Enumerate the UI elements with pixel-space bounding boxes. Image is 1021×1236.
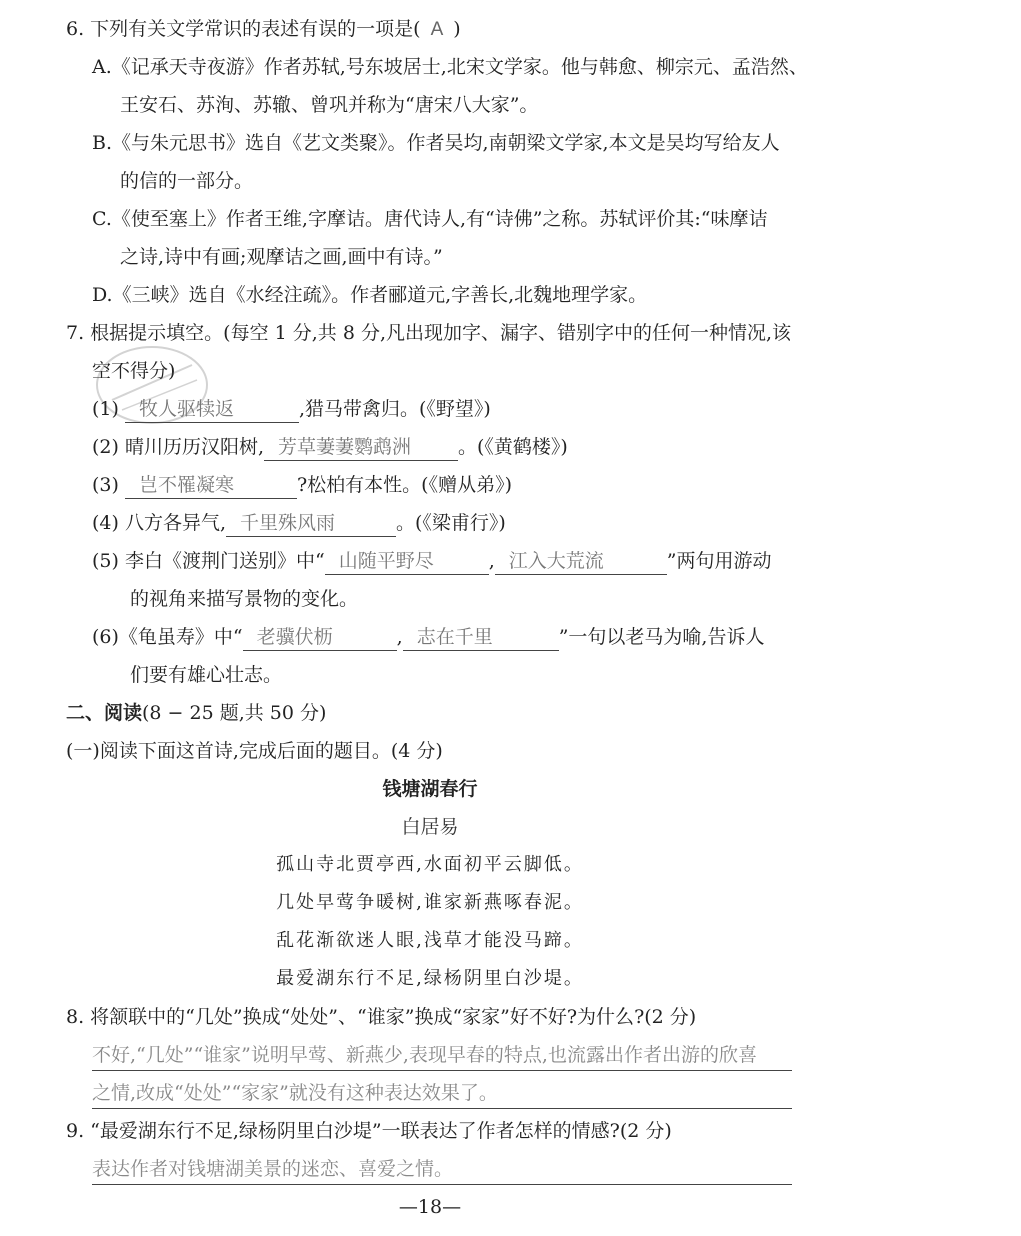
poem-line-2: 几处早莺争暖树,谁家新燕啄春泥。 bbox=[276, 892, 584, 913]
section-2-sub: (一)阅读下面这首诗,完成后面的题目。(4 分) bbox=[66, 740, 443, 762]
q6-option-a-line2: 王安石、苏洵、苏辙、曾巩并称为“唐宋八大家”。 bbox=[120, 94, 539, 116]
poem-line-4: 最爱湖东行不足,绿杨阴里白沙堤。 bbox=[276, 968, 584, 989]
q7-item-5-mid: , bbox=[488, 550, 495, 572]
section-2-heading bbox=[66, 698, 326, 728]
poem-line-1: 孤山寺北贾亭西,水面初平云脚低。 bbox=[276, 854, 584, 875]
q8-answer-line-2: 之情,改成“处处”“家家”就没有这种表达效果了。 bbox=[92, 1078, 792, 1109]
q7-stem-line1: 7. 根据提示填空。(每空 1 分,共 8 分,凡出现加字、漏字、错别字中的任何一种情况,该 bbox=[66, 322, 792, 344]
q7-item-2-before: 晴川历历汉阳树, bbox=[124, 436, 265, 458]
q6-answer: A bbox=[430, 19, 444, 40]
q7-item-5-num: (5) bbox=[92, 550, 119, 572]
q7-item-4-answer: 千里殊风雨 bbox=[226, 511, 396, 537]
q7-item-6-num: (6) bbox=[92, 626, 119, 648]
q7-stem-line2: 空不得分) bbox=[92, 360, 176, 382]
q7-item-1-after: ,猎马带禽归。(《野望》) bbox=[298, 398, 491, 420]
q7-item-6-line2: 们要有雄心壮志。 bbox=[130, 664, 283, 686]
q6-stem bbox=[66, 14, 461, 45]
q7-item-3-num: (3) bbox=[92, 474, 119, 496]
q7-item-2-answer: 芳草萋萋鹦鹉洲 bbox=[264, 435, 458, 461]
q7-item-6-after: ”一句以老马为喻,告诉人 bbox=[558, 626, 765, 648]
q7-item-5-before: 李白《渡荆门送别》中“ bbox=[124, 550, 325, 572]
q7-item-4 bbox=[92, 508, 506, 538]
q6-option-d-line1: D.《三峡》选自《水经注疏》。作者郦道元,字善长,北魏地理学家。 bbox=[92, 284, 648, 306]
poem-line-3: 乱花渐欲迷人眼,浅草才能没马蹄。 bbox=[276, 930, 584, 951]
q7-item-5-after: ”两句用游动 bbox=[666, 550, 772, 572]
q6-option-b-line1: B.《与朱元思书》选自《艺文类聚》。作者吴均,南朝梁文学家,本文是吴均写给友人 bbox=[92, 132, 780, 154]
q7-item-3 bbox=[92, 470, 512, 500]
q7-item-2-num: (2) bbox=[92, 436, 119, 458]
q7-item-5 bbox=[92, 546, 771, 576]
q9-answer-line-1: 表达作者对钱塘湖美景的迷恋、喜爱之情。 bbox=[92, 1154, 792, 1185]
section-2-heading-rest: (8 − 25 题,共 50 分) bbox=[142, 702, 327, 724]
poem-title: 钱塘湖春行 bbox=[382, 778, 478, 800]
q9-stem: 9. “最爱湖东行不足,绿杨阴里白沙堤”一联表达了作者怎样的情感?(2 分) bbox=[66, 1120, 672, 1142]
q6-stem-text: 6. 下列有关文学常识的表述有误的一项是( bbox=[66, 18, 421, 40]
q7-item-3-answer: 岂不罹凝寒 bbox=[125, 473, 297, 499]
q7-item-6 bbox=[92, 622, 764, 652]
q7-item-2-after: 。(《黄鹤楼》) bbox=[458, 436, 568, 458]
poem-author: 白居易 bbox=[401, 816, 459, 838]
q7-item-5-answer-1: 山随平野尽 bbox=[325, 549, 489, 575]
q7-item-4-num: (4) bbox=[92, 512, 119, 534]
q7-item-1-num: (1) bbox=[92, 398, 119, 420]
page-number: —18— bbox=[398, 1196, 462, 1218]
q6-option-a-line1: A.《记承天寺夜游》作者苏轼,号东坡居士,北宋文学家。他与韩愈、柳宗元、孟浩然、 bbox=[92, 56, 808, 78]
q6-option-b-line2: 的信的一部分。 bbox=[120, 170, 254, 192]
q6-option-c-line1: C.《使至塞上》作者王维,字摩诘。唐代诗人,有“诗佛”之称。苏轼评价其:“味摩诘 bbox=[92, 208, 768, 230]
q7-item-4-before: 八方各异气, bbox=[124, 512, 227, 534]
q7-item-2 bbox=[92, 432, 568, 462]
q7-item-6-before: 《龟虽寿》中“ bbox=[118, 626, 243, 648]
q7-item-3-after: ?松柏有本性。(《赠从弟》) bbox=[296, 474, 512, 496]
q7-item-6-answer-1: 老骥伏枥 bbox=[243, 625, 397, 651]
q7-item-6-mid: , bbox=[396, 626, 403, 648]
q7-item-1-answer: 牧人驱犊返 bbox=[125, 397, 299, 423]
q7-item-4-after: 。(《梁甫行》) bbox=[396, 512, 506, 534]
q7-item-5-answer-2: 江入大荒流 bbox=[495, 549, 667, 575]
q6-option-c-line2: 之诗,诗中有画;观摩诘之画,画中有诗。” bbox=[120, 246, 443, 268]
q7-item-6-answer-2: 志在千里 bbox=[403, 625, 559, 651]
q7-item-5-line2: 的视角来描写景物的变化。 bbox=[130, 588, 359, 610]
q8-answer-line-1: 不好,“几处”“谁家”说明早莺、新燕少,表现早春的特点,也流露出作者出游的欣喜 bbox=[92, 1040, 792, 1071]
q7-item-1 bbox=[92, 394, 491, 424]
q8-stem: 8. 将颔联中的“几处”换成“处处”、“谁家”换成“家家”好不好?为什么?(2 分) bbox=[66, 1006, 697, 1028]
q6-close: ) bbox=[453, 18, 461, 40]
section-2-heading-bold: 二、阅读 bbox=[66, 702, 143, 724]
